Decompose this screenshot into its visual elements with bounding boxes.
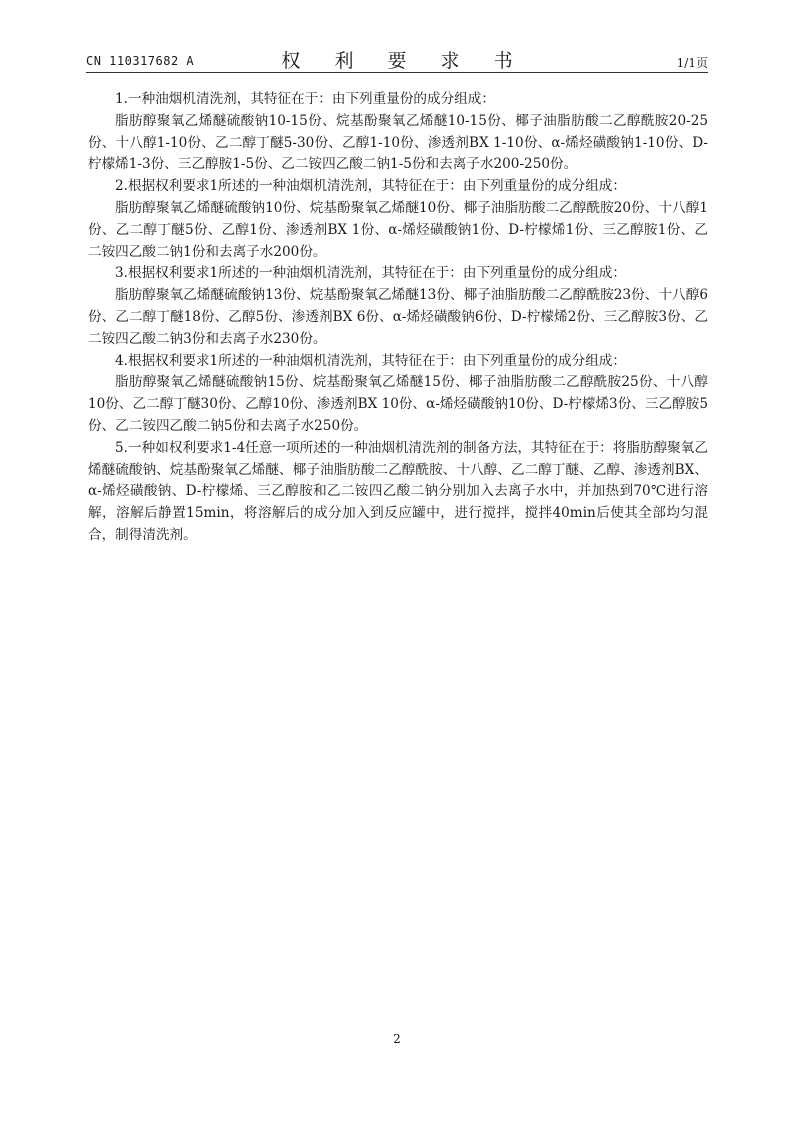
claim-detail: 脂肪醇聚氧乙烯醚硫酸钠13份、烷基酚聚氧乙烯醚13份、椰子油脂肪酸二乙醇酰胺23份、十八醇6份、乙二醇丁醚18份、乙醇5份、渗透剂BX 6份、α-烯烃磺酸钠6份、D-柠檬烯2份、三乙醇胺3份、乙二铵四乙酸二钠3份和去离子水230份。 [88,287,708,347]
page-count: 1/1页 [676,56,708,70]
page-header [86,44,708,74]
header-rule [86,72,708,73]
claim-lead: 2.根据权利要求1所述的一种油烟机清洗剂，其特征在于：由下列重量份的成分组成： [115,178,626,195]
document-title: 权 利 要 求 书 [281,50,527,72]
claim-detail: 脂肪醇聚氧乙烯醚硫酸钠10份、烷基酚聚氧乙烯醚10份、椰子油脂肪酸二乙醇酰胺20份、十八醇1份、乙二醇丁醚5份、乙醇1份、渗透剂BX 1份、α-烯烃磺酸钠1份、D-柠檬烯1份、三乙醇胺1份、乙二铵四乙酸二钠1份和去离子水200份。 [88,199,708,260]
claim-lead: 1.一种油烟机清洗剂，其特征在于：由下列重量份的成分组成： [115,91,495,107]
page-number: 2 [393,1032,401,1046]
claims-body [88,89,708,547]
claim-5 [88,438,708,547]
claim-detail: 脂肪醇聚氧乙烯醚硫酸钠10-15份、烷基酚聚氧乙烯醚10-15份、椰子油脂肪酸二乙醇酰胺20-25份、十八醇1-10份、乙二醇丁醚5-30份、乙醇1-10份、渗透剂BX 1-10份、α-烯烃磺酸钠1-10份、D-柠檬烯1-3份、三乙醇胺1-5份、乙二铵四乙酸二钠1-5份和去离子水200-250份。 [88,112,708,173]
claim-1 [88,89,708,176]
claim-3 [88,263,708,350]
claim-lead: 5.一种如权利要求1-4任意一项所述的一种油烟机清洗剂的制备方法，其特征在于：将脂肪醇聚氧乙烯醚硫酸钠、烷基酚聚氧乙烯醚、椰子油脂肪酸二乙醇酰胺、十八醇、乙二醇丁醚、乙醇、渗透剂BX、α-烯烃磺酸钠、D-柠檬烯、三乙醇胺和乙二铵四乙酸二钠分别加入去离子水中，并加热到70℃进行溶解，溶解后静置15min，将溶解后的成分加入到反应罐中，进行搅拌，搅拌40min后使其全部均匀混合，制得清洗剂。 [88,439,708,543]
claim-lead: 3.根据权利要求1所述的一种油烟机清洗剂，其特征在于：由下列重量份的成分组成： [115,265,626,282]
publication-number: CN 110317682 A [86,54,195,68]
claim-lead: 4.根据权利要求1所述的一种油烟机清洗剂，其特征在于：由下列重量份的成分组成： [115,352,626,369]
claim-2 [88,176,708,263]
claim-detail: 脂肪醇聚氧乙烯醚硫酸钠15份、烷基酚聚氧乙烯醚15份、椰子油脂肪酸二乙醇酰胺25份、十八醇10份、乙二醇丁醚30份、乙醇10份、渗透剂BX 10份、α-烯烃磺酸钠10份、D-柠檬烯3份、三乙醇胺5份、乙二铵四乙酸二钠5份和去离子水250份。 [88,374,708,434]
claim-4 [88,351,708,438]
